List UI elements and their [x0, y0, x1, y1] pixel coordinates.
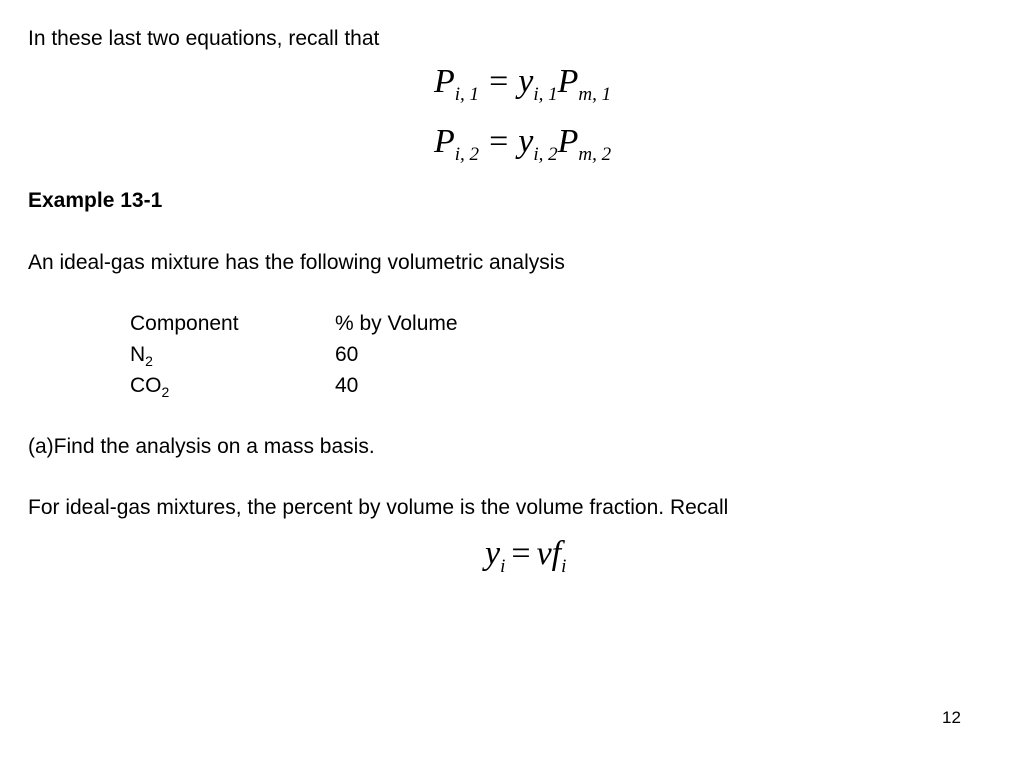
- page-number: 12: [942, 708, 961, 727]
- eq1-equals: =: [489, 63, 509, 100]
- part-a-question: (a)Find the analysis on a mass basis.: [28, 435, 375, 458]
- eq1-y-sub: i, 1: [533, 84, 558, 105]
- eq2-y: y: [518, 123, 534, 160]
- eq2-y-sub: i, 2: [533, 144, 558, 165]
- equation-mole-fraction: [485, 534, 567, 577]
- n2-name: N: [130, 343, 146, 366]
- table-row-n2-value: 60: [335, 343, 359, 366]
- co2-name: CO: [130, 374, 162, 397]
- eq3-y: y: [485, 535, 501, 572]
- explanation-text: For ideal-gas mixtures, the percent by volume is the volume fraction. Recall: [28, 496, 729, 519]
- eq2-pm: P: [557, 123, 579, 160]
- eq2-pm-sub: m, 2: [578, 144, 612, 165]
- eq3-vf: vf: [536, 535, 562, 572]
- co2-subscript: 2: [161, 384, 170, 400]
- eq1-p-sub: i, 1: [454, 84, 480, 105]
- table-row-co2-component: [130, 374, 169, 398]
- equation-partial-pressure-2: [434, 122, 612, 165]
- eq3-equals: =: [511, 535, 531, 572]
- eq2-p-sub: i, 2: [454, 144, 480, 165]
- eq1-pm: P: [557, 63, 579, 100]
- n2-subscript: 2: [145, 353, 153, 369]
- eq3-vf-sub: i: [561, 556, 567, 577]
- table-row-n2-component: [130, 343, 153, 367]
- eq2-equals: =: [489, 123, 509, 160]
- eq3-y-sub: i: [500, 556, 506, 577]
- eq2-p: P: [434, 123, 455, 160]
- table-row-co2-value: 40: [335, 374, 359, 397]
- intro-text: In these last two equations, recall that: [28, 27, 380, 50]
- equation-partial-pressure-1: [434, 62, 612, 105]
- problem-statement: An ideal-gas mixture has the following volumetric analysis: [28, 251, 565, 274]
- eq1-y: y: [518, 63, 534, 100]
- table-header-component: Component: [130, 312, 239, 335]
- table-header-volume: % by Volume: [335, 312, 458, 335]
- example-title: Example 13-1: [28, 189, 163, 212]
- eq1-p: P: [434, 63, 455, 100]
- eq1-pm-sub: m, 1: [578, 84, 612, 105]
